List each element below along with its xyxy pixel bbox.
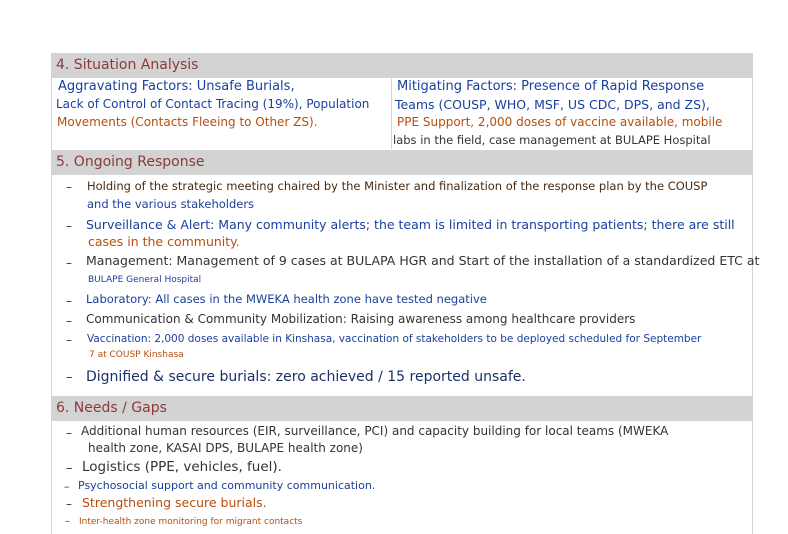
response-item-laboratory: Laboratory: All cases in the MWEKA health zone have tested negative — [86, 292, 487, 306]
needs-item-migrant-monitoring: Inter-health zone monitoring for migrant contacts — [79, 517, 303, 527]
response-item-surveillance: Surveillance & Alert: Many community alerts; the team is limited in transporting patients; there are still — [86, 217, 735, 232]
mitigating-factors-line2: Teams (COUSP, WHO, MSF, US CDC, DPS, and ZS), — [395, 97, 710, 112]
response-item-management: Management: Management of 9 cases at BULAPA HGR and Start of the installation of a standardized ETC at — [86, 253, 760, 268]
bullet-dash: – — [66, 426, 72, 440]
ongoing-response-header: 5. Ongoing Response — [51, 150, 752, 175]
needs-item-psychosocial: Psychosocial support and community communication. — [78, 479, 376, 492]
situation-analysis-header: 4. Situation Analysis — [51, 53, 752, 78]
response-item-communication: Communication & Community Mobilization: Raising awareness among healthcare providers — [86, 312, 636, 326]
mitigating-factors-title: Mitigating Factors: Presence of Rapid Response — [397, 79, 705, 94]
bullet-dash: – — [66, 180, 72, 194]
bullet-dash: – — [66, 497, 72, 511]
bullet-dash: – — [66, 461, 73, 476]
response-item-strategic-meeting: Holding of the strategic meeting chaired by the Minister and finalization of the response plan by the COUSP — [87, 179, 708, 193]
bullet-dash: – — [66, 256, 72, 270]
needs-gaps-header: 6. Needs / Gaps — [51, 396, 752, 421]
response-item-vaccination-cont: 7 at COUSP Kinshasa — [89, 350, 184, 360]
response-item-surveillance-cont: cases in the community. — [88, 234, 240, 249]
bullet-dash: – — [64, 480, 70, 493]
mitigating-factors-line3: PPE Support, 2,000 doses of vaccine available, mobile — [397, 115, 723, 129]
needs-item-human-resources-cont: health zone, KASAI DPS, BULAPE health zone) — [88, 441, 363, 455]
response-item-management-cont: BULAPE General Hospital — [88, 275, 202, 285]
aggravating-factors-title: Aggravating Factors: Unsafe Burials, — [58, 79, 295, 94]
bullet-dash: – — [66, 314, 72, 328]
needs-item-logistics: Logistics (PPE, vehicles, fuel). — [82, 459, 282, 475]
response-item-vaccination: Vaccination: 2,000 doses available in Kinshasa, vaccination of stakeholders to be deployed scheduled for September — [87, 333, 702, 345]
bullet-dash: – — [66, 219, 72, 233]
response-item-burials: Dignified & secure burials: zero achieved / 15 reported unsafe. — [86, 369, 526, 385]
bullet-dash: – — [65, 516, 70, 527]
aggravating-factors-line2: Lack of Control of Contact Tracing (19%), Population — [56, 97, 370, 111]
column-divider — [391, 78, 392, 149]
bullet-dash: – — [66, 333, 72, 347]
aggravating-factors-line3: Movements (Contacts Fleeing to Other ZS). — [57, 115, 318, 129]
response-item-strategic-meeting-cont: and the various stakeholders — [87, 197, 255, 211]
bullet-dash: – — [66, 370, 73, 385]
bullet-dash: – — [66, 294, 72, 308]
mitigating-factors-line4: labs in the field, case management at BULAPE Hospital — [393, 133, 711, 147]
needs-item-human-resources: Additional human resources (EIR, surveillance, PCI) and capacity building for local teams (MWEKA — [81, 424, 669, 438]
needs-item-secure-burials: Strengthening secure burials. — [82, 495, 267, 510]
